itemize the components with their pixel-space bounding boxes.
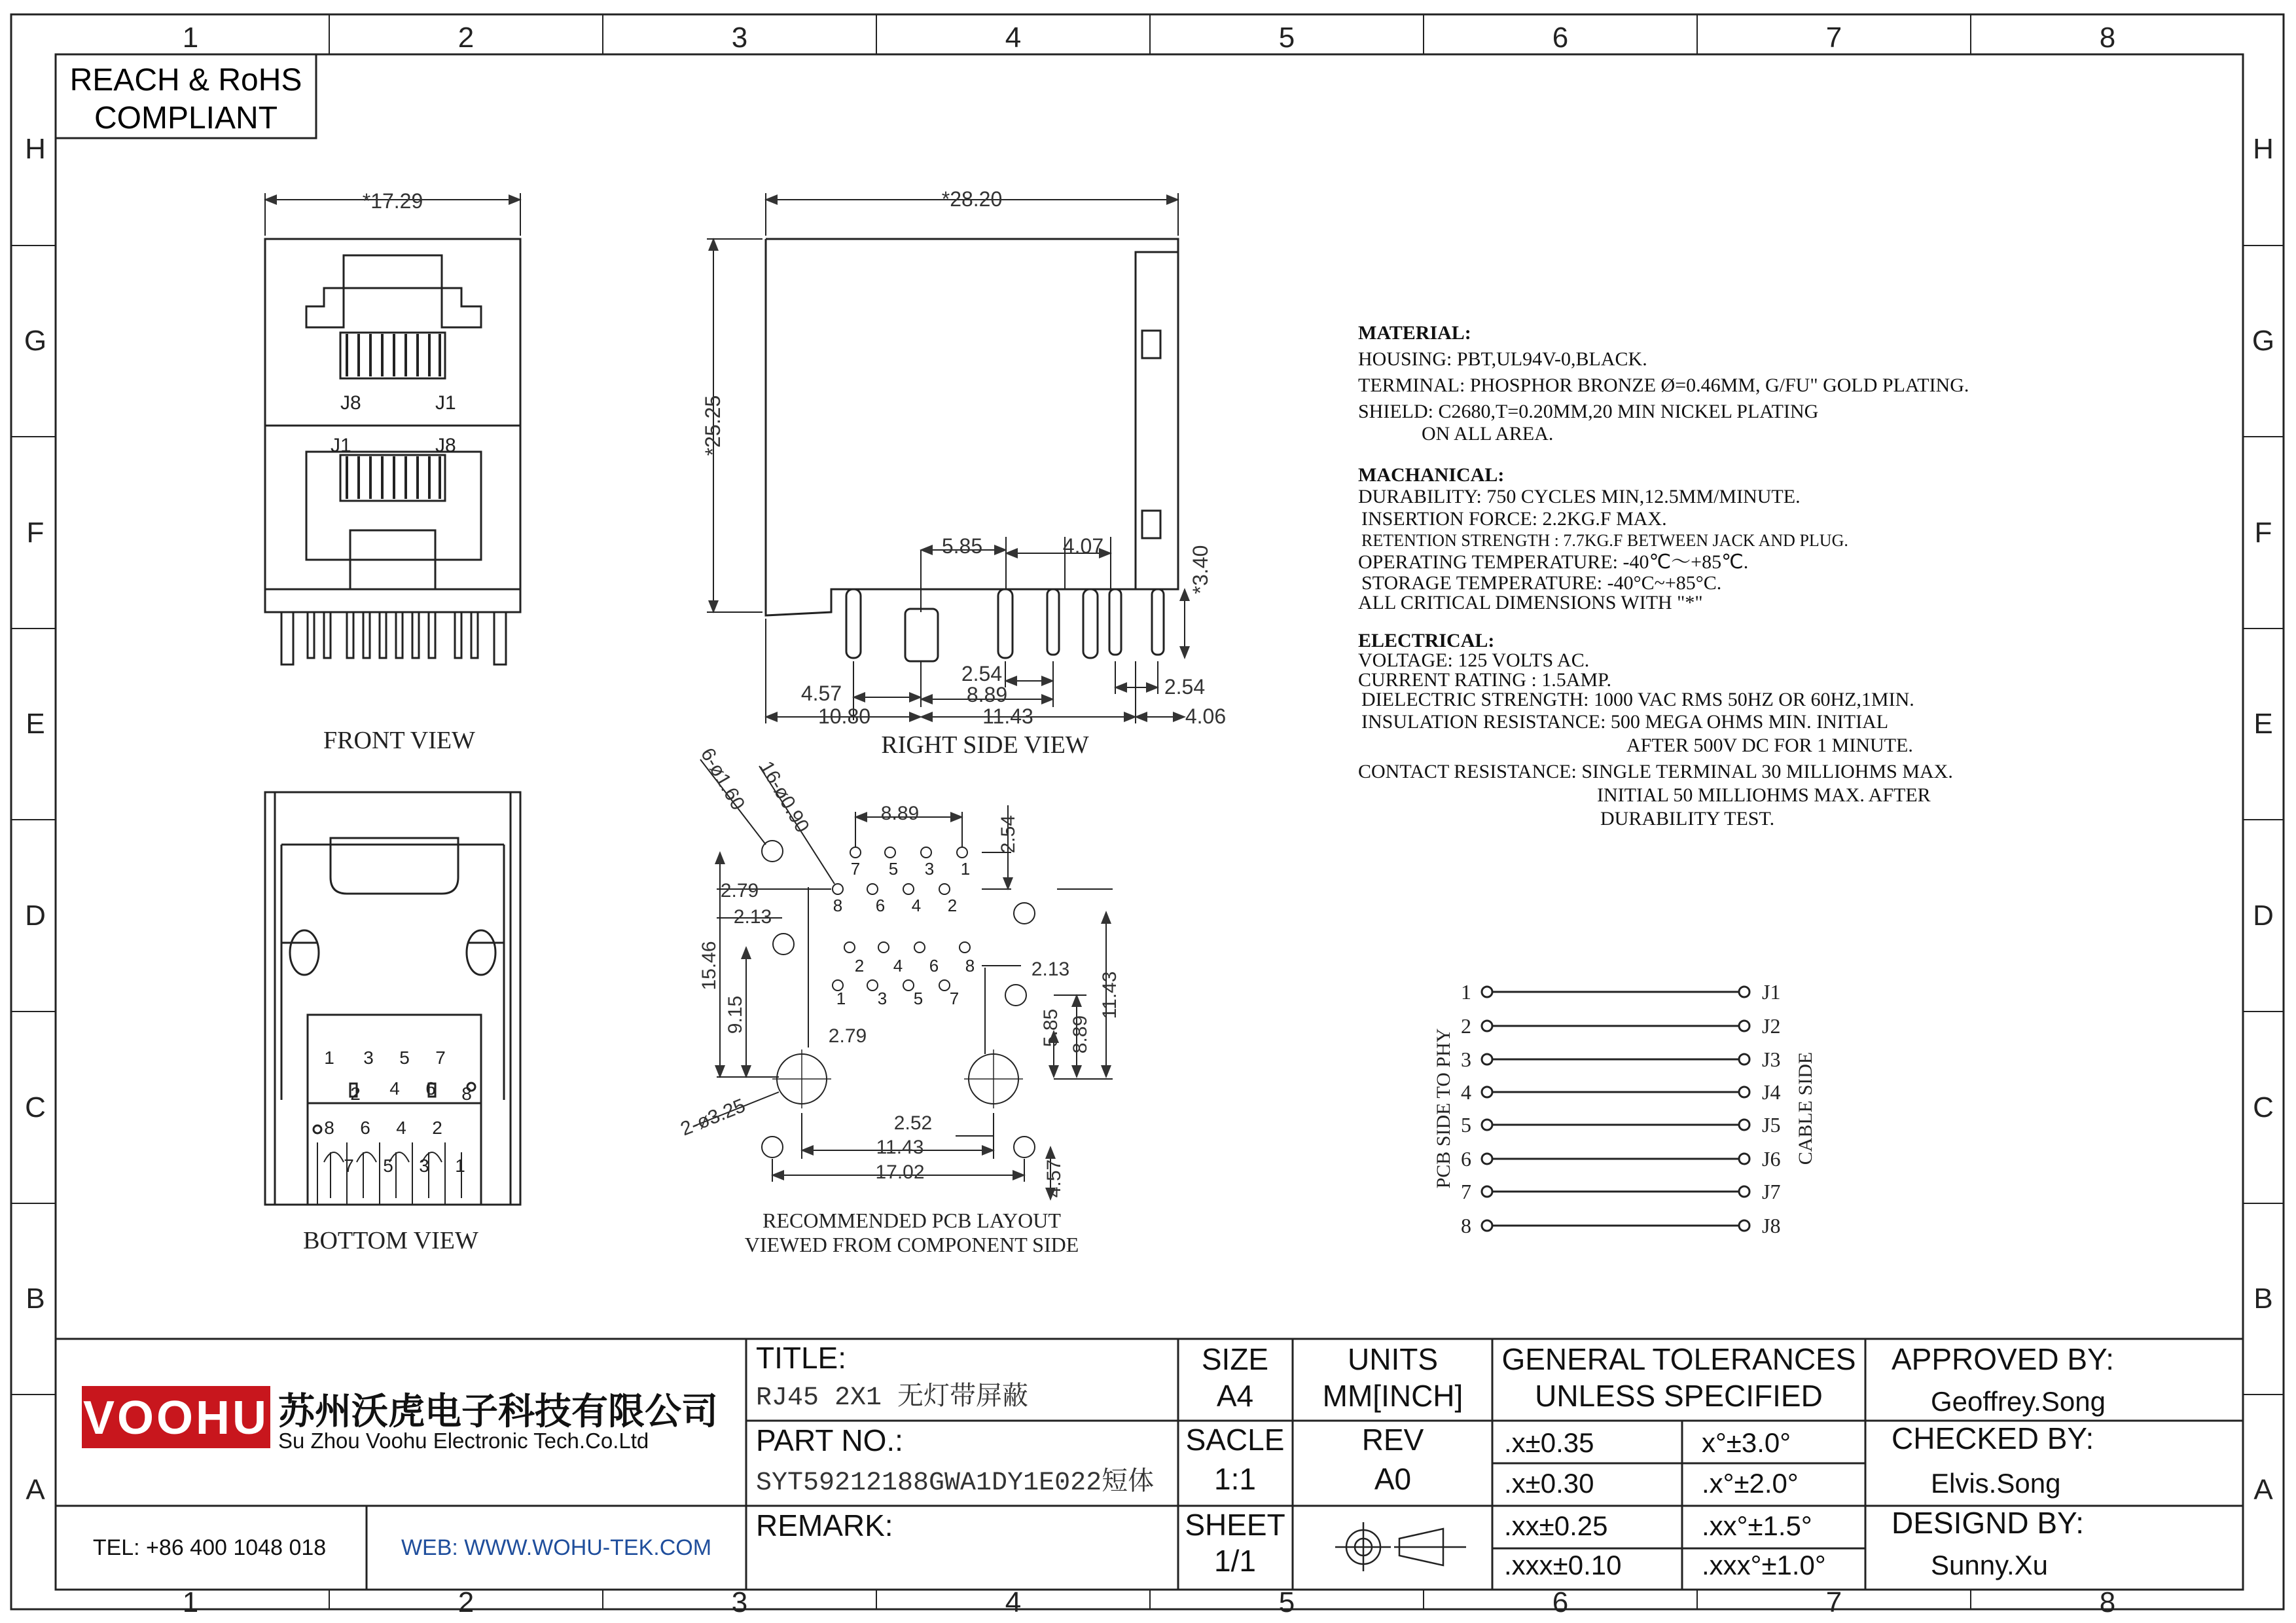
compliance-line-1: REACH & RoHS: [69, 63, 302, 98]
front-view-caption: FRONT VIEW: [323, 727, 475, 754]
tol-4: .xx±0.25: [1504, 1510, 1608, 1541]
size-value: A4: [1216, 1379, 1254, 1413]
zone-row-g-r: G: [2251, 325, 2275, 357]
spec-elec-2: DIELECTRIC STRENGTH: 1000 VAC RMS 50HZ OR 60HZ,1MIN.: [1361, 689, 1914, 710]
bv-r3-3: 2: [432, 1118, 442, 1138]
pcb-dim-hole16: 16-ø0.90: [755, 757, 814, 837]
spec-elec-1: CURRENT RATING : 1.5AMP.: [1358, 669, 1611, 691]
bv-r3-0: 8: [324, 1118, 334, 1138]
spec-material-0: HOUSING: PBT,UL94V-0,BLACK.: [1358, 348, 1647, 370]
scale-value: 1:1: [1214, 1462, 1256, 1496]
sch-right-4: J4: [1762, 1080, 1781, 1104]
front-port-label-bl: J1: [331, 435, 351, 456]
right-side-view: [707, 193, 1185, 723]
pcb-lb-2: 5: [913, 989, 924, 1008]
part-value: SYT59212188GWA1DY1E022短体: [756, 1468, 1155, 1498]
spec-material-1: TERMINAL: PHOSPHOR BRONZE Ø=0.46MM, G/FU" GOLD PLATING.: [1358, 374, 1969, 396]
bv-r1-1: 3: [363, 1048, 374, 1068]
approved-value: Geoffrey.Song: [1931, 1386, 2106, 1417]
zone-row-b: B: [26, 1283, 45, 1315]
zone-col-5: 5: [1278, 22, 1295, 54]
sch-left-1: 1: [1461, 980, 1471, 1004]
schematic: [1482, 987, 1749, 1231]
bv-r1-0: 1: [324, 1048, 334, 1068]
zone-row-h-r: H: [2253, 133, 2274, 165]
remark-label: REMARK:: [756, 1508, 893, 1542]
compliance-box: [56, 54, 316, 138]
tol-5: .xx°±1.5°: [1702, 1510, 1812, 1541]
front-view: [265, 193, 520, 665]
zone-col-3b: 3: [731, 1586, 748, 1618]
zone-col-4b: 4: [1005, 1586, 1022, 1618]
zone-col-8b: 8: [2099, 1586, 2116, 1618]
company-tel: TEL: +86 400 1048 018: [92, 1535, 327, 1560]
front-port-label-tl: J8: [340, 392, 361, 414]
sch-left-3: 3: [1461, 1048, 1471, 1071]
bottom-view-caption: BOTTOM VIEW: [303, 1227, 478, 1254]
spec-elec-7: DURABILITY TEST.: [1600, 808, 1775, 830]
part-label: PART NO.:: [756, 1423, 903, 1457]
pcb-dim-hole6: 6-ø1.60: [696, 744, 749, 814]
pcb-dim-457: 4.57: [1043, 1159, 1065, 1198]
tol-0: .x±0.35: [1504, 1427, 1594, 1458]
sch-right-2: J2: [1762, 1014, 1781, 1038]
schematic-labels: [1433, 980, 1816, 1237]
pcb-lt-3: 8: [965, 956, 975, 976]
checked-label: CHECKED BY:: [1892, 1421, 2094, 1455]
zone-row-c: C: [25, 1091, 46, 1123]
dim-1143: 11.43: [982, 704, 1033, 728]
title-value: RJ45 2X1 无灯带屏蔽: [756, 1383, 1029, 1413]
company-name-en: Su Zhou Voohu Electronic Tech.Co.Ltd: [278, 1429, 649, 1453]
zone-col-4: 4: [1005, 22, 1022, 54]
zone-row-d-r: D: [2253, 900, 2274, 932]
zone-col-7: 7: [1825, 22, 1842, 54]
bv-r1-3: 7: [435, 1048, 446, 1068]
zone-col-1b: 1: [182, 1586, 199, 1618]
pcb-lb-1: 3: [877, 989, 888, 1008]
bottom-view: [265, 792, 520, 1205]
pcb-dim-1143v: 11.43: [1099, 971, 1121, 1019]
zone-col-2: 2: [457, 22, 475, 54]
pcb-dim-889: 8.89: [880, 803, 920, 824]
pcb-dim-915: 9.15: [725, 995, 746, 1034]
zone-col-6b: 6: [1552, 1586, 1569, 1618]
compliance-line-2: COMPLIANT: [94, 101, 278, 136]
bv-r3-2: 4: [396, 1118, 406, 1138]
sch-left-4: 4: [1461, 1080, 1471, 1104]
title-block-grid: [56, 1339, 2243, 1590]
rev-label: REV: [1361, 1423, 1424, 1457]
pcb-ub-1: 6: [875, 896, 886, 915]
pcb-ub-0: 8: [833, 896, 843, 915]
bv-r4-1: 5: [383, 1156, 393, 1176]
zone-row-c-r: C: [2253, 1091, 2274, 1123]
sch-right-5: J5: [1762, 1113, 1781, 1137]
pcb-dim-585: 5.85: [1040, 1008, 1062, 1048]
sch-right-8: J8: [1762, 1214, 1781, 1237]
zone-col-3: 3: [731, 22, 748, 54]
pcb-caption-2: VIEWED FROM COMPONENT SIDE: [744, 1233, 1079, 1256]
spec-mech-2: RETENTION STRENGTH : 7.7KG.F BETWEEN JACK AND PLUG.: [1361, 531, 1848, 550]
dim-340: *3.40: [1189, 545, 1212, 594]
designed-value: Sunny.Xu: [1931, 1550, 2049, 1580]
pcb-lt-0: 2: [854, 956, 865, 976]
spec-elec-0: VOLTAGE: 125 VOLTS AC.: [1358, 649, 1590, 671]
bv-r1-2: 5: [399, 1048, 410, 1068]
sch-pcb-side: PCB SIDE TO PHY: [1433, 1028, 1454, 1189]
spec-mech-1: INSERTION FORCE: 2.2KG.F MAX.: [1361, 508, 1667, 530]
units-value: MM[INCH]: [1322, 1379, 1463, 1413]
company-logo: [82, 1386, 270, 1448]
dim-254b: 2.54: [1164, 675, 1206, 699]
sheet-value: 1/1: [1214, 1544, 1256, 1578]
company-name-cn: 苏州沃虎电子科技有限公司: [278, 1391, 718, 1432]
spec-elec-5: CONTACT RESISTANCE: SINGLE TERMINAL 30 MILLIOHMS MAX.: [1358, 761, 1953, 782]
logo-text: VOOHU: [82, 1392, 270, 1444]
rev-value: A0: [1374, 1462, 1412, 1496]
pcb-ub-3: 2: [947, 896, 958, 915]
dim-457: 4.57: [800, 682, 842, 705]
dim-right-width: *28.20: [941, 187, 1003, 211]
zone-col-8: 8: [2099, 22, 2116, 54]
dim-585: 5.85: [941, 534, 983, 558]
zone-col-1: 1: [182, 22, 199, 54]
bv-r2-2: 6: [425, 1078, 436, 1099]
spec-mech-0: DURABILITY: 750 CYCLES MIN,12.5MM/MINUTE.: [1358, 486, 1801, 507]
bv-r3-1: 6: [360, 1118, 370, 1138]
pcb-lb-3: 7: [949, 989, 960, 1008]
pcb-dim-1546: 15.46: [698, 941, 720, 991]
spec-mech-4: STORAGE TEMPERATURE: -40°C~+85°C.: [1361, 572, 1722, 594]
spec-mech-title: MACHANICAL:: [1358, 464, 1505, 486]
bv-r4-0: 7: [344, 1156, 354, 1176]
zone-row-e: E: [26, 708, 45, 740]
bv-r2-0: 2: [350, 1084, 361, 1104]
zone-labels: [24, 22, 2274, 1618]
pcb-dim-213a: 2.13: [733, 906, 772, 928]
pcb-caption-1: RECOMMENDED PCB LAYOUT: [762, 1209, 1061, 1232]
bv-r2-1: 4: [389, 1078, 400, 1099]
zone-col-7b: 7: [1825, 1586, 1842, 1618]
spec-elec-4: AFTER 500V DC FOR 1 MINUTE.: [1626, 735, 1913, 756]
tol-6: .xxx±0.10: [1504, 1550, 1622, 1580]
pcb-dim-mount: 2-ø3.25: [677, 1095, 749, 1140]
zone-row-e-r: E: [2253, 708, 2273, 740]
title-label: TITLE:: [756, 1341, 847, 1375]
spec-material-title: MATERIAL:: [1358, 322, 1471, 344]
pcb-dim-1143: 11.43: [876, 1137, 924, 1158]
sch-left-8: 8: [1461, 1214, 1471, 1237]
spec-mech-5: ALL CRITICAL DIMENSIONS WITH "*": [1358, 592, 1703, 613]
sch-right-7: J7: [1762, 1180, 1781, 1203]
pcb-dim-252: 2.52: [893, 1112, 933, 1134]
dim-407: 4.07: [1062, 534, 1104, 558]
dim-1080: 10.80: [817, 704, 871, 728]
pcb-dim-1702: 17.02: [875, 1161, 925, 1183]
dim-right-height: *25.25: [701, 395, 725, 456]
sch-right-3: J3: [1762, 1048, 1781, 1071]
bv-r2-3: 8: [461, 1084, 472, 1104]
zone-col-2b: 2: [457, 1586, 475, 1618]
tol-2: .x±0.30: [1504, 1468, 1594, 1499]
dim-254a: 2.54: [961, 662, 1003, 685]
company-web: WEB: WWW.WOHU-TEK.COM: [401, 1535, 712, 1560]
pcb-dim-889v: 8.89: [1069, 1015, 1091, 1054]
tol-3: .x°±2.0°: [1702, 1468, 1799, 1499]
sheet-label: SHEET: [1185, 1508, 1285, 1542]
zone-row-a: A: [26, 1474, 45, 1506]
spec-elec-6: INITIAL 50 MILLIOHMS MAX. AFTER: [1597, 784, 1931, 806]
units-label: UNITS: [1348, 1342, 1438, 1376]
pcb-ut-2: 3: [924, 859, 935, 879]
right-view-caption: RIGHT SIDE VIEW: [881, 731, 1089, 759]
bv-r4-3: 1: [455, 1156, 465, 1176]
tol-1: x°±3.0°: [1702, 1427, 1791, 1458]
zone-row-b-r: B: [2253, 1283, 2273, 1315]
pcb-lt-1: 4: [893, 956, 903, 976]
front-port-label-tr: J1: [435, 392, 456, 414]
front-port-label-br: J8: [435, 435, 456, 456]
specifications: [1358, 322, 1969, 830]
sch-left-7: 7: [1461, 1180, 1471, 1203]
tol-header-1: GENERAL TOLERANCES: [1501, 1342, 1856, 1376]
pcb-lt-2: 6: [929, 956, 939, 976]
dim-front-width: *17.29: [362, 189, 423, 213]
pcb-ub-2: 4: [911, 896, 922, 915]
pcb-dim-279a: 2.79: [720, 880, 759, 902]
approved-label: APPROVED BY:: [1892, 1342, 2115, 1376]
pcb-dim-254: 2.54: [997, 815, 1019, 854]
zone-row-a-r: A: [2253, 1474, 2273, 1506]
zone-col-6: 6: [1552, 22, 1569, 54]
spec-material-3: ON ALL AREA.: [1422, 423, 1554, 445]
spec-mech-3: OPERATING TEMPERATURE: -40℃～+85℃.: [1358, 551, 1749, 573]
dim-889: 8.89: [966, 683, 1008, 706]
sch-left-2: 2: [1461, 1014, 1471, 1038]
sch-left-5: 5: [1461, 1113, 1471, 1137]
zone-row-g: G: [24, 325, 47, 357]
spec-elec-title: ELECTRICAL:: [1358, 630, 1495, 651]
checked-value: Elvis.Song: [1931, 1468, 2061, 1499]
zone-row-f-r: F: [2254, 517, 2272, 549]
pcb-ut-3: 1: [960, 859, 971, 879]
zone-col-5b: 5: [1278, 1586, 1295, 1618]
pcb-lb-0: 1: [836, 989, 846, 1008]
zone-row-f: F: [26, 517, 45, 549]
zone-row-h: H: [25, 133, 46, 165]
tol-7: .xxx°±1.0°: [1702, 1550, 1826, 1580]
pcb-ut-0: 7: [850, 859, 861, 879]
bv-r4-2: 3: [419, 1156, 429, 1176]
sch-cable-side: CABLE SIDE: [1795, 1051, 1816, 1165]
size-label: SIZE: [1201, 1342, 1269, 1376]
pcb-dim-213b: 2.13: [1031, 958, 1070, 980]
spec-elec-3: INSULATION RESISTANCE: 500 MEGA OHMS MIN. INITIAL: [1361, 711, 1889, 733]
zone-row-d: D: [25, 900, 46, 932]
designed-label: DESIGND BY:: [1892, 1506, 2084, 1540]
scale-label: SACLE: [1185, 1423, 1285, 1457]
tol-header-2: UNLESS SPECIFIED: [1535, 1379, 1823, 1413]
sch-right-6: J6: [1762, 1147, 1781, 1171]
pcb-dim-279b: 2.79: [828, 1025, 867, 1047]
pcb-ut-1: 5: [888, 859, 899, 879]
projection-symbol-icon: [1335, 1522, 1466, 1571]
sch-left-6: 6: [1461, 1147, 1471, 1171]
spec-material-2: SHIELD: C2680,T=0.20MM,20 MIN NICKEL PLATING: [1358, 401, 1819, 422]
dim-406: 4.06: [1185, 704, 1227, 728]
sch-right-1: J1: [1762, 980, 1781, 1004]
bottom-view-pins: [324, 1048, 472, 1176]
